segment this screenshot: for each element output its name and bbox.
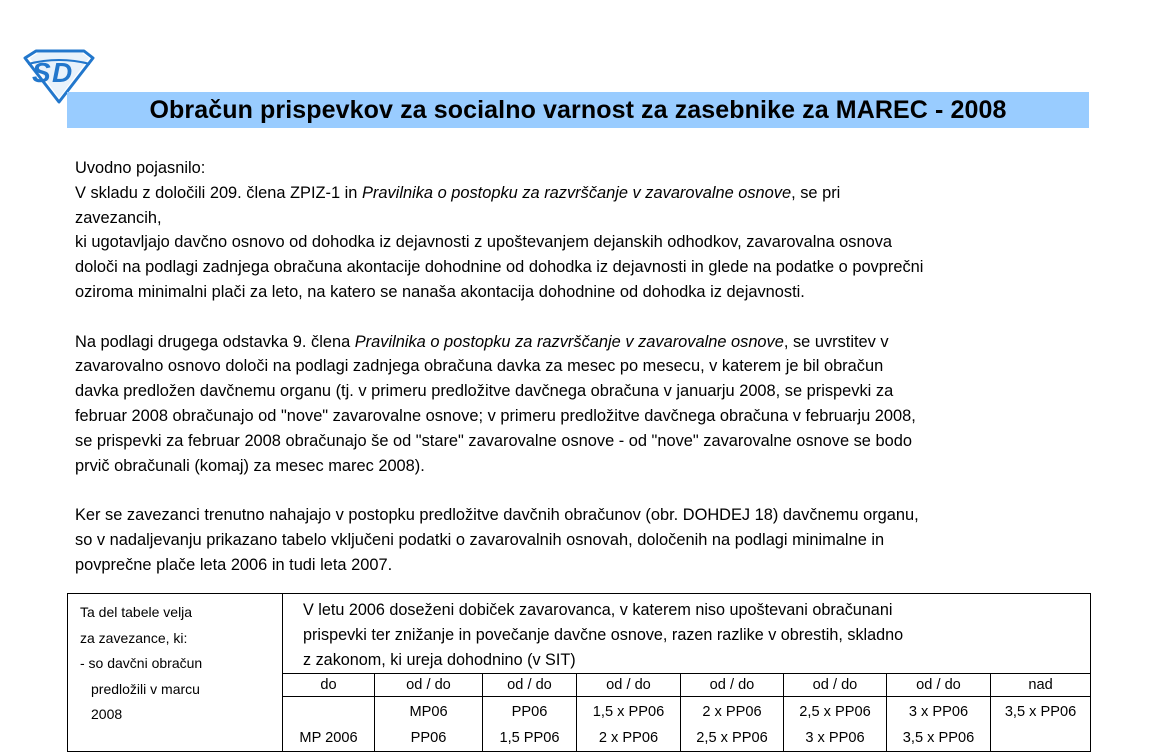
intro-p3-line1: Ker se zavezanci trenutno nahajajo v postopku predložitve davčnih obračunov (obr. DOHDEJ 18) davčnemu organu, — [75, 506, 919, 525]
range-cell — [283, 697, 375, 752]
range-cell — [681, 697, 784, 752]
range-from: PP06 — [511, 704, 548, 720]
range-from: MP06 — [409, 704, 448, 720]
left-note-line: Ta del tabele velja — [80, 604, 193, 620]
intro-p2-line4: februar 2008 obračunajo od "nove" zavarovalne osnove; v primeru predložitve davčnega obračuna v februarju 2008, — [75, 406, 916, 425]
intro-p1-line3: ki ugotavljajo davčno osnovo od dohodka iz dejavnosti z upoštevanjem dejanskih odhodkov, zavarovalna osnova — [75, 233, 893, 252]
table-header-cell — [283, 594, 1091, 674]
subheader-cell: od / do — [483, 674, 577, 697]
subheader-cell: od / do — [784, 674, 887, 697]
intro-p1-text-a: V skladu z določili 209. člena ZPIZ-1 in — [75, 183, 362, 202]
subheader-cell: nad — [991, 674, 1091, 697]
left-note-line: 2008 — [91, 706, 123, 722]
intro-p1-line5: oziroma minimalni plači za leto, na katero se nanaša akontacija dohodnine od dohodka iz dejavnosti. — [75, 282, 805, 301]
intro-p2-line3: davka predložen davčnemu organu (tj. v primeru predložitve davčnega obračuna v januarju 2008, se prispevki za — [75, 382, 894, 401]
header-line: V letu 2006 doseženi dobiček zavarovanca, v katerem niso upoštevani obračunani — [303, 601, 893, 619]
range-to: 2,5 x PP06 — [696, 729, 768, 746]
subheader-cell: od / do — [375, 674, 483, 697]
range-to: 3 x PP06 — [805, 729, 865, 746]
range-cell — [577, 697, 681, 752]
left-note-line: za zavezance, ki: — [80, 629, 188, 646]
range-from — [283, 700, 374, 726]
range-cell — [483, 697, 577, 752]
range-cell — [784, 697, 887, 752]
range-from: 2,5 x PP06 — [799, 704, 871, 720]
range-from: 2 x PP06 — [702, 704, 762, 720]
svg-text:D: D — [52, 57, 73, 88]
range-from: 1,5 x PP06 — [592, 704, 665, 720]
contribution-table — [67, 593, 1091, 752]
range-to: 1,5 PP06 — [499, 729, 560, 746]
subheader-cell: do — [283, 674, 375, 697]
range-cell — [887, 697, 991, 752]
range-to: 3,5 x PP06 — [902, 729, 975, 746]
left-note-line: predložili v marcu — [91, 680, 200, 697]
intro-p3-line2: so v nadaljevanju prikazano tabelo vključeni podatki o zavarovalnih osnovah, določenih na podlagi minimalne in — [75, 530, 885, 549]
range-from: 3,5 x PP06 — [1004, 704, 1077, 720]
page-title: Obračun prispevkov za socialno varnost za zasebnike za MAREC - 2008 — [149, 95, 1007, 124]
intro-section — [75, 156, 1095, 578]
intro-p2-line5: se prispevki za februar 2008 obračunajo še od "stare" zavarovalne osnove - od "nove" zavarovalne osnove se bodo — [75, 431, 912, 450]
svg-text:S: S — [32, 57, 51, 88]
paragraph-gap — [75, 478, 1095, 503]
range-to — [991, 726, 1090, 752]
intro-p2-text-a: Na podlagi drugega odstavka 9. člena — [75, 332, 355, 351]
intro-p1-line1 — [75, 181, 1095, 206]
intro-p1-italic: Pravilnika o postopku za razvrščanje v zavarovalne osnove — [361, 183, 792, 202]
title-bar — [67, 92, 1089, 128]
header-line: prispevki ter znižanje in povečanje davčne osnove, razen razlike v obrestih, skladno — [303, 626, 904, 644]
range-cell — [375, 697, 483, 752]
range-to: PP06 — [410, 729, 447, 746]
intro-p1-text-b: , se pri — [791, 183, 841, 202]
intro-p1-line2: zavezancih, — [75, 208, 162, 227]
intro-p3-line3: povprečne plače leta 2006 in tudi leta 2007. — [75, 555, 393, 574]
header-line: z zakonom, ki ureja dohodnino (v SIT) — [303, 651, 576, 669]
intro-p1-line4: določi na podlagi zadnjega obračuna akontacije dohodnine od dohodka iz dejavnosti in glede na podatke o povprečni — [75, 258, 924, 277]
intro-p2-line6: prvič obračunali (komaj) za mesec marec 2008). — [75, 456, 425, 475]
range-cell — [991, 697, 1091, 752]
intro-heading: Uvodno pojasnilo: — [75, 159, 206, 177]
subheader-cell: od / do — [681, 674, 784, 697]
table-left-note — [68, 594, 283, 752]
subheader-cell: od / do — [887, 674, 991, 697]
intro-p2-line2: zavarovalno osnovo določi na podlagi zadnjega obračuna davka za mesec po mesecu, v katerem je bil obračun — [75, 357, 884, 376]
range-to: 2 x PP06 — [598, 729, 659, 746]
paragraph-gap — [75, 305, 1095, 330]
intro-p2-text-b: , se uvrstitev v — [783, 332, 889, 351]
subheader-cell: od / do — [577, 674, 681, 697]
table-header-row — [68, 594, 1091, 674]
intro-p2-italic: Pravilnika o postopku za razvrščanje v zavarovalne osnove — [354, 332, 784, 351]
intro-p2-line1 — [75, 330, 1095, 355]
range-to: MP 2006 — [299, 729, 358, 746]
range-from: 3 x PP06 — [908, 704, 969, 720]
left-note-line: - so davčni obračun — [80, 655, 203, 671]
